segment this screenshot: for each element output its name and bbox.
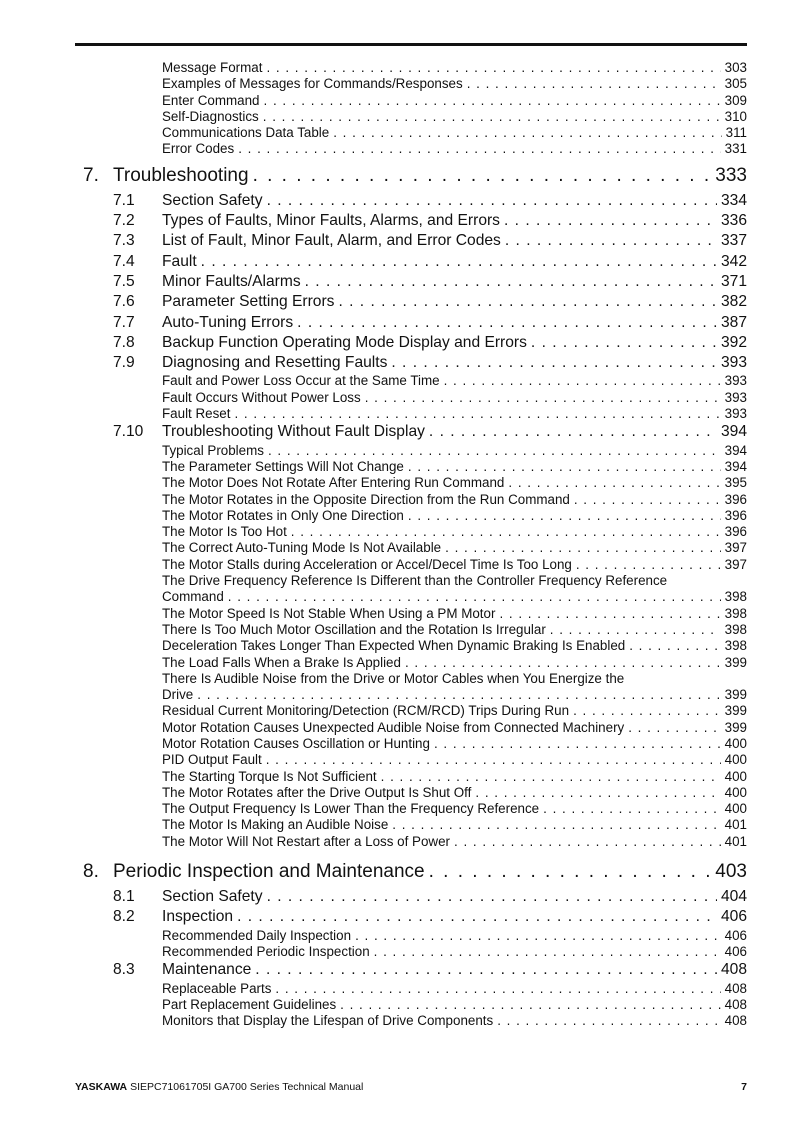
toc-sub-entry[interactable]: [75, 60, 747, 76]
toc-section[interactable]: [75, 887, 747, 907]
toc-sub-entry[interactable]: [75, 93, 747, 109]
entry-page: 401: [724, 833, 747, 849]
entry-title: Self-Diagnostics: [162, 108, 259, 124]
entry-page: 406: [724, 943, 747, 959]
chapter-number: 8.: [83, 861, 99, 883]
entry-title: Fault Reset: [162, 406, 231, 422]
toc-section[interactable]: [75, 907, 747, 927]
entry-title: The Motor Will Not Restart after a Loss of Power: [162, 833, 450, 849]
leader-dots: [266, 60, 720, 76]
entry-page: 408: [724, 980, 747, 996]
page-number: 7: [741, 1081, 747, 1093]
toc-chapter-8[interactable]: [75, 860, 747, 884]
toc-section[interactable]: [75, 272, 747, 292]
toc-sub-entry[interactable]: [75, 373, 747, 389]
section-number: 7.5: [113, 272, 135, 290]
toc-section[interactable]: [75, 960, 747, 980]
entry-title: The Output Frequency Is Lower Than the Frequency Reference: [162, 801, 540, 817]
toc-sub-entry[interactable]: [75, 817, 747, 833]
section-number: 8.1: [113, 888, 135, 906]
entry-title: The Correct Auto-Tuning Mode Is Not Available: [162, 540, 442, 556]
section-number: 7.10: [113, 423, 144, 441]
section-number: 8.3: [113, 961, 135, 979]
entry-page: 393: [724, 373, 747, 389]
section-title: Troubleshooting Without Fault Display: [162, 423, 425, 441]
leader-dots: [275, 981, 720, 997]
section-number: 7.1: [113, 191, 135, 209]
entry-title: Drive: [162, 687, 194, 703]
leader-dots: [550, 622, 721, 638]
leader-dots: [574, 492, 721, 508]
section-page: 334: [720, 191, 747, 209]
toc-section[interactable]: [75, 231, 747, 251]
leader-dots: [543, 801, 721, 817]
entry-title: Fault Occurs Without Power Loss: [162, 389, 361, 405]
chapter-page: 403: [715, 861, 747, 883]
entry-title: Recommended Daily Inspection: [162, 927, 352, 943]
toc-sub-entry[interactable]: [75, 769, 747, 785]
entry-page: 401: [724, 817, 747, 833]
entry-title: Recommended Periodic Inspection: [162, 943, 370, 959]
entry-page: 396: [724, 507, 747, 523]
leader-dots: [576, 557, 721, 573]
toc-section[interactable]: [75, 292, 747, 312]
brand-name: YASKAWA: [75, 1081, 128, 1093]
toc-sub-entry[interactable]: [75, 589, 747, 605]
leader-dots: [237, 907, 717, 927]
entry-title: Replaceable Parts: [162, 980, 272, 996]
section-number: 7.8: [113, 333, 135, 351]
leader-dots: [297, 313, 717, 333]
leader-dots: [266, 752, 721, 768]
entry-title: Part Replacement Guidelines: [162, 996, 337, 1012]
leader-dots: [392, 817, 720, 833]
leader-dots: [629, 638, 720, 654]
leader-dots: [429, 422, 717, 442]
entry-page: 399: [724, 687, 747, 703]
section-title: Inspection: [162, 908, 234, 926]
section-title: Minor Faults/Alarms: [162, 272, 301, 290]
leader-dots: [264, 93, 721, 109]
leader-dots: [434, 736, 721, 752]
section-title: Types of Faults, Minor Faults, Alarms, and Errors: [162, 212, 500, 230]
leader-dots: [408, 508, 721, 524]
chapter-title: Periodic Inspection and Maintenance: [113, 861, 425, 883]
toc-sub-entry[interactable]: [75, 459, 747, 475]
entry-page: 397: [724, 556, 747, 572]
leader-dots: [444, 373, 721, 389]
toc-sub-entry[interactable]: [75, 752, 747, 768]
leader-dots: [467, 76, 721, 92]
leader-dots: [333, 125, 721, 141]
leader-dots: [505, 231, 717, 251]
toc-sub-entry[interactable]: [75, 928, 747, 944]
entry-title: The Motor Speed Is Not Stable When Using a PM Motor: [162, 605, 496, 621]
section-page: 336: [720, 212, 747, 230]
toc-sub-entry[interactable]: [75, 997, 747, 1013]
section-title: Section Safety: [162, 888, 263, 906]
section-page: 394: [720, 423, 747, 441]
leader-dots: [338, 292, 717, 312]
entry-page: 399: [724, 654, 747, 670]
toc-sub-entry[interactable]: [75, 834, 747, 850]
toc-sub-entry[interactable]: [75, 443, 747, 459]
entry-title: The Load Falls When a Brake Is Applied: [162, 654, 401, 670]
leader-dots: [267, 887, 717, 907]
entry-title: The Motor Is Too Hot: [162, 524, 287, 540]
entry-title: The Motor Does Not Rotate After Entering Run Command: [162, 475, 505, 491]
entry-page: 408: [724, 1013, 747, 1029]
entry-title: The Motor Rotates in the Opposite Direction from the Run Command: [162, 491, 570, 507]
entry-title: Examples of Messages for Commands/Responses: [162, 76, 463, 92]
entry-page: 400: [724, 784, 747, 800]
section-page: 404: [720, 888, 747, 906]
section-number: 7.3: [113, 232, 135, 250]
entry-title: PID Output Fault: [162, 752, 262, 768]
entry-title: The Motor Rotates in Only One Direction: [162, 507, 404, 523]
toc-sub-entry[interactable]: [75, 141, 747, 157]
toc-sub-entry[interactable]: [75, 492, 747, 508]
toc-section[interactable]: [75, 313, 747, 333]
toc-sub-entry[interactable]: [75, 475, 747, 491]
leader-dots: [340, 997, 720, 1013]
table-of-contents: [75, 60, 747, 1029]
toc-sub-entry[interactable]: [75, 622, 747, 638]
toc-sub-entry[interactable]: [75, 638, 747, 654]
toc-sub-entry[interactable]: [75, 944, 747, 960]
entry-page: 398: [724, 638, 747, 654]
toc-sub-entry[interactable]: [75, 109, 747, 125]
entry-page: 400: [724, 801, 747, 817]
leader-dots: [291, 524, 721, 540]
chapter-page: 333: [715, 164, 747, 186]
leader-dots: [531, 333, 717, 353]
entry-title: Fault and Power Loss Occur at the Same Time: [162, 373, 440, 389]
leader-dots: [475, 785, 720, 801]
section-page: 392: [720, 333, 747, 351]
entry-page: 408: [724, 996, 747, 1012]
toc-sub-entry[interactable]: [75, 1013, 747, 1029]
entry-title: The Motor Stalls during Acceleration or Accel/Decel Time Is Too Long: [162, 556, 572, 572]
entry-page: 394: [724, 458, 747, 474]
section-page: 371: [720, 272, 747, 290]
entry-page: 398: [724, 621, 747, 637]
entry-page: 397: [724, 540, 747, 556]
section-page: 393: [720, 354, 747, 372]
toc-sub-entry-wrapped-line[interactable]: There Is Audible Noise from the Drive or Motor Cables when You Energize the: [162, 670, 625, 686]
section-page: 408: [720, 961, 747, 979]
toc-sub-entry[interactable]: [75, 540, 747, 556]
toc-sub-entry[interactable]: [75, 390, 747, 406]
entry-title: Error Codes: [162, 141, 235, 157]
page-footer: [75, 1081, 747, 1093]
section-number: 7.9: [113, 354, 135, 372]
section-title: Diagnosing and Resetting Faults: [162, 354, 388, 372]
footer-manual-title: [75, 1081, 363, 1093]
entry-page: 396: [724, 524, 747, 540]
entry-page: 395: [724, 475, 747, 491]
chapter-number: 7.: [83, 164, 99, 186]
section-page: 387: [720, 313, 747, 331]
entry-page: 393: [724, 406, 747, 422]
leader-dots: [499, 606, 720, 622]
toc-sub-entry[interactable]: [75, 703, 747, 719]
leader-dots: [573, 703, 721, 719]
section-number: 7.7: [113, 313, 135, 331]
section-page: 337: [720, 232, 747, 250]
leader-dots: [268, 443, 721, 459]
entry-title: Typical Problems: [162, 442, 264, 458]
toc-section[interactable]: [75, 191, 747, 211]
leader-dots: [497, 1013, 720, 1029]
entry-page: 398: [724, 589, 747, 605]
leader-dots: [305, 272, 717, 292]
section-title: Section Safety: [162, 191, 263, 209]
toc-section[interactable]: [75, 252, 747, 272]
entry-page: 400: [724, 752, 747, 768]
toc-chapter-7[interactable]: [75, 164, 747, 188]
leader-dots: [454, 834, 721, 850]
leader-dots: [197, 687, 720, 703]
entry-title: The Motor Rotates after the Drive Output Is Shut Off: [162, 784, 472, 800]
entry-page: 303: [724, 60, 747, 75]
toc-sub-entry[interactable]: [75, 125, 747, 141]
entry-title: Motor Rotation Causes Oscillation or Hunting: [162, 735, 430, 751]
leader-dots: [445, 540, 721, 556]
toc-sub-entry[interactable]: [75, 406, 747, 422]
chapter-title: Troubleshooting: [113, 164, 249, 186]
section-page: 406: [720, 908, 747, 926]
section-title: List of Fault, Minor Fault, Alarm, and Error Codes: [162, 232, 501, 250]
toc-sub-entry[interactable]: [75, 655, 747, 671]
section-number: 7.6: [113, 293, 135, 311]
leader-dots: [365, 390, 721, 406]
toc-sub-entry[interactable]: [75, 557, 747, 573]
leader-dots: [228, 589, 721, 605]
entry-title: Deceleration Takes Longer Than Expected When Dynamic Braking Is Enabled: [162, 638, 626, 654]
leader-dots: [238, 141, 720, 157]
entry-title: Enter Command: [162, 92, 260, 108]
entry-page: 310: [724, 108, 747, 124]
document-name: SIEPC71061705I GA700 Series Technical Manual: [130, 1081, 364, 1093]
toc-sub-entry[interactable]: [75, 508, 747, 524]
leader-dots: [429, 860, 712, 884]
leader-dots: [408, 459, 721, 475]
entry-title: Message Format: [162, 60, 263, 75]
entry-title: Monitors that Display the Lifespan of Drive Components: [162, 1013, 494, 1029]
leader-dots: [405, 655, 721, 671]
section-number: 7.2: [113, 212, 135, 230]
toc-section[interactable]: [75, 211, 747, 231]
toc-sub-entry[interactable]: [75, 801, 747, 817]
toc-sub-entry-wrapped-line[interactable]: The Drive Frequency Reference Is Different than the Controller Frequency Reference: [162, 573, 668, 589]
entry-page: 305: [724, 76, 747, 92]
entry-page: 398: [724, 605, 747, 621]
entry-page: 399: [724, 719, 747, 735]
toc-sub-entry[interactable]: [75, 785, 747, 801]
entry-title: Communications Data Table: [162, 125, 330, 141]
entry-page: 399: [724, 703, 747, 719]
section-title: Backup Function Operating Mode Display and Errors: [162, 333, 527, 351]
leader-dots: [263, 109, 721, 125]
entry-title: There Is Too Much Motor Oscillation and the Rotation Is Irregular: [162, 621, 546, 637]
entry-page: 406: [724, 927, 747, 943]
toc-sub-entry[interactable]: [75, 524, 747, 540]
leader-dots: [267, 191, 717, 211]
entry-title: Motor Rotation Causes Unexpected Audible Noise from Connected Machinery: [162, 719, 625, 735]
section-page: 342: [720, 252, 747, 270]
toc-sub-entry[interactable]: [75, 720, 747, 736]
header-rule: [75, 43, 747, 46]
leader-dots: [508, 475, 720, 491]
section-title: Maintenance: [162, 961, 252, 979]
toc-sub-entry[interactable]: [75, 76, 747, 92]
section-title: Auto-Tuning Errors: [162, 313, 294, 331]
section-number: 8.2: [113, 908, 135, 926]
entry-page: 400: [724, 768, 747, 784]
entry-page: 400: [724, 735, 747, 751]
toc-sub-entry[interactable]: [75, 736, 747, 752]
entry-page: 394: [724, 442, 747, 458]
section-title: Parameter Setting Errors: [162, 293, 335, 311]
leader-dots: [504, 211, 717, 231]
entry-title: The Parameter Settings Will Not Change: [162, 458, 404, 474]
leader-dots: [201, 252, 717, 272]
section-title: Fault: [162, 252, 197, 270]
section-page: 382: [720, 293, 747, 311]
toc-sub-entry[interactable]: [75, 981, 747, 997]
section-number: 7.4: [113, 252, 135, 270]
leader-dots: [253, 164, 712, 188]
leader-dots: [255, 960, 717, 980]
toc-sub-entry[interactable]: [75, 687, 747, 703]
leader-dots: [355, 928, 721, 944]
toc-section[interactable]: [75, 422, 747, 442]
leader-dots: [628, 720, 720, 736]
entry-title: The Motor Is Making an Audible Noise: [162, 817, 389, 833]
entry-title: The Starting Torque Is Not Sufficient: [162, 768, 377, 784]
toc-section[interactable]: [75, 333, 747, 353]
toc-sub-entry[interactable]: [75, 606, 747, 622]
leader-dots: [391, 353, 717, 373]
leader-dots: [374, 944, 721, 960]
entry-page: 331: [724, 141, 747, 157]
entry-page: 311: [725, 125, 747, 141]
entry-page: 309: [724, 92, 747, 108]
entry-title: Command: [162, 589, 224, 605]
toc-section[interactable]: [75, 353, 747, 373]
leader-dots: [234, 406, 720, 422]
leader-dots: [381, 769, 721, 785]
entry-page: 393: [724, 389, 747, 405]
entry-page: 396: [724, 491, 747, 507]
entry-title: Residual Current Monitoring/Detection (RCM/RCD) Trips During Run: [162, 703, 570, 719]
